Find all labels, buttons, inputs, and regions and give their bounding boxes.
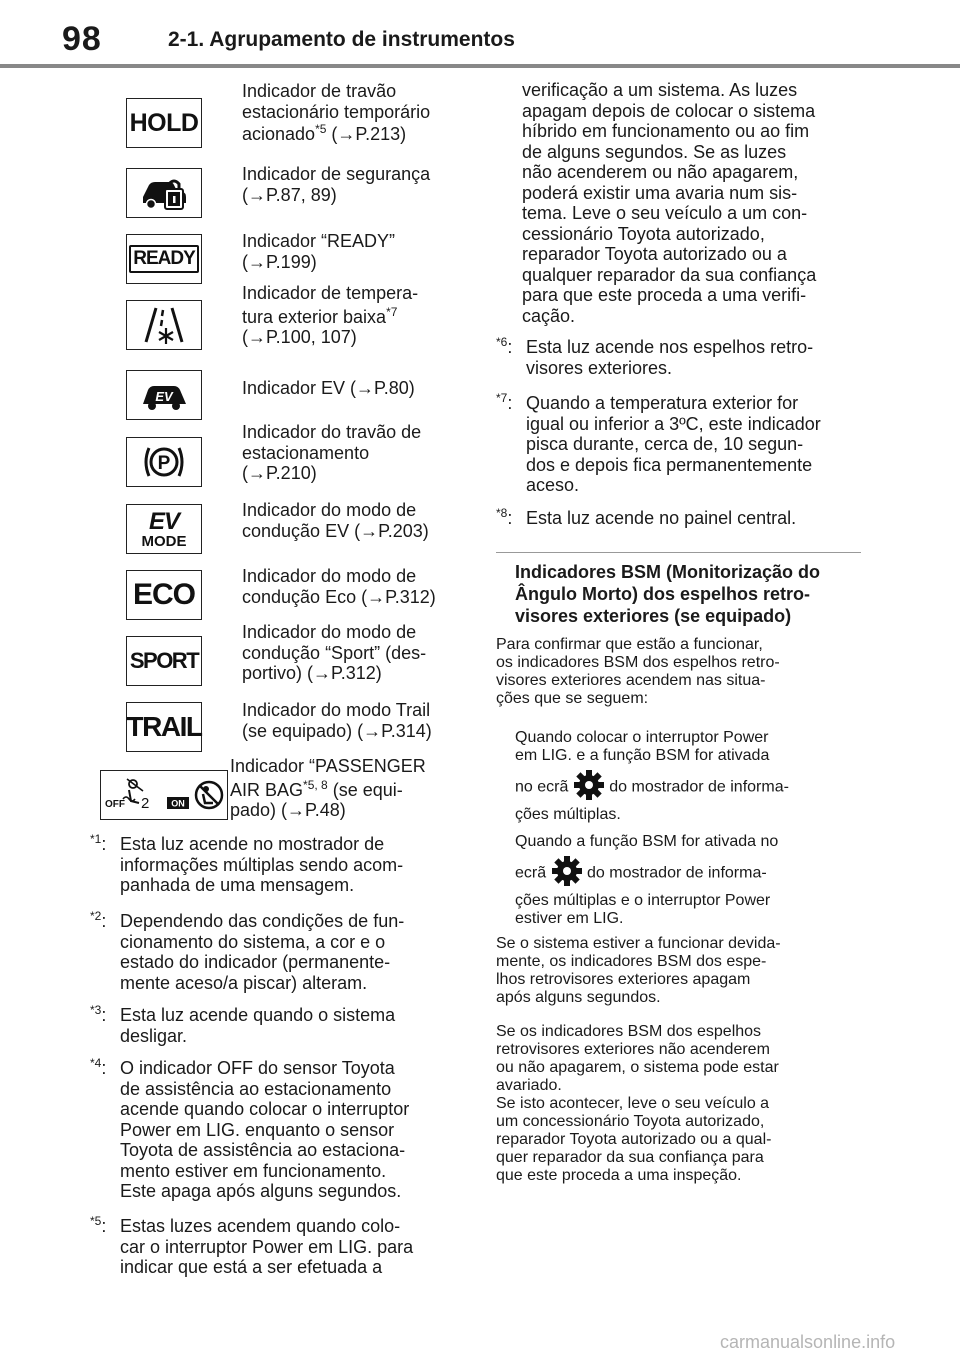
indicator-text: Indicador “READY” (→P.199): [242, 231, 396, 272]
footnote-8: $^{*8}$: Esta luz acende no painel central.: [496, 506, 797, 528]
bsm-condition-2: Quando a função BSM for ativada no ecrã do mostrador de informa- ções múltiplas e o interruptor Power estiver em LIG.: [515, 833, 779, 927]
trail-icon: TRAIL: [126, 702, 202, 752]
ev-icon: [126, 370, 202, 420]
page-header: [0, 0, 960, 64]
ready-icon: READY: [126, 234, 202, 284]
passenger-airbag-icon: [100, 770, 228, 820]
section-divider: [496, 552, 861, 553]
indicator-text: Indicador do modo de condução EV (→P.203): [242, 500, 429, 541]
indicator-text: Indicador de travão estacionário temporário acionado$^{*5}$ (→P.213): [242, 81, 431, 144]
watermark-text: carmanualsonline.info: [720, 1332, 896, 1352]
footnote-6: $^{*6}$: Esta luz acende nos espelhos retro- visores exteriores.: [496, 335, 814, 378]
footnote-5-continuation: verificação a um sistema. As luzes apagam depois de colocar o sistema híbrido em funcionamento ou ao fim de alguns segundos. Se as luzes não acenderem ou não apagarem, poderá existir uma avaria num sis- tema. Leve o seu veículo a um con- cessionário Toyota autorizado, reparador Toyota autorizado ou a qualquer reparador da sua confiança para que este proceda a uma verifi- cação.: [522, 80, 817, 326]
indicator-text: Indicador de tempera- tura exterior baixa$^{*7}$ (→P.100, 107): [242, 283, 419, 347]
header-divider: [0, 64, 960, 68]
low-temp-icon: [126, 300, 202, 350]
indicator-text: Indicador EV (→P.80): [242, 378, 415, 398]
ev-mode-icon: EV MODE: [126, 504, 202, 554]
bsm-paragraph-2: Se os indicadores BSM dos espelhos retrovisores exteriores não acenderem ou não apagarem, o sistema pode estar avariado. Se isto acontecer, leve o seu veículo a um concessionário Toyota autorizado, reparador Toyota autorizado ou a qual- quer reparador da sua confiança para que este proceda a uma inspeção.: [496, 1023, 779, 1184]
footnote-2: $^{*2}$: Dependendo das condições de fun- cionamento do sistema, a cor e o estado do indicador (permanente- mente aceso/a piscar) alteram.: [90, 909, 405, 993]
section-title: 2-1. Agrupamento de instrumentos: [168, 28, 515, 51]
gear-icon: [573, 769, 605, 806]
footnote-7: $^{*7}$: Quando a temperatura exterior for igual ou inferior a 3ºC, este indicador pisca durante, cerca de, 10 segun- dos e depois fica permanentemente aceso.: [496, 391, 821, 495]
indicator-text: Indicador do travão de estacionamento (→P.210): [242, 422, 422, 483]
indicator-text: Indicador do modo de condução “Sport” (des- portivo) (→P.312): [242, 622, 427, 683]
gear-icon: [551, 855, 583, 892]
footnote-1: $^{*1}$: Esta luz acende no mostrador de informações múltiplas sendo acom- panhada de uma mensagem.: [90, 832, 404, 895]
eco-icon: ECO: [126, 570, 202, 620]
hold-icon: HOLD: [126, 98, 202, 148]
page-number: 98: [62, 20, 102, 58]
svg-text:EV: EV: [155, 389, 173, 404]
indicator-text: Indicador “PASSENGER AIR BAG$^{*5, 8}$ (se equi- pado) (→P.48): [230, 756, 426, 820]
svg-text:OFF: OFF: [105, 799, 125, 810]
parking-brake-icon: [126, 437, 202, 487]
footnote-5: $^{*5}$: Estas luzes acendem quando colo- car o interruptor Power em LIG. para indicar que está a ser efetuada a: [90, 1214, 414, 1277]
svg-text:P: P: [157, 453, 171, 474]
indicator-text: Indicador do modo de condução Eco (→P.312): [242, 566, 436, 607]
footnote-4: $^{*4}$: O indicador OFF do sensor Toyota de assistência ao estacionamento acende quando colocar o interruptor Power em LIG. enquanto o sensor Toyota de assistência ao estaciona- mento estiver em funcionamento. Este apaga após alguns segundos.: [90, 1056, 410, 1201]
footnote-3: $^{*3}$: Esta luz acende quando o sistema desligar.: [90, 1003, 396, 1046]
bsm-intro: Para confirmar que estão a funcionar, os indicadores BSM dos espelhos retro- visores exteriores acendem nas situa- ções que se seguem:: [496, 636, 780, 707]
bsm-paragraph-1: Se o sistema estiver a funcionar devida- mente, os indicadores BSM dos espe- lhos retrovisores exteriores apagam após alguns segundos.: [496, 935, 781, 1006]
bsm-heading: Indicadores BSM (Monitorização do Ângulo Morto) dos espelhos retro- visores exteriores (se equipado): [515, 562, 821, 626]
bsm-condition-1: Quando colocar o interruptor Power em LIG. e a função BSM for ativada no ecrã do mostrador de informa- ções múltiplas.: [515, 729, 789, 823]
indicator-text: Indicador do modo Trail (se equipado) (→P.314): [242, 700, 432, 741]
svg-text:ON: ON: [171, 798, 185, 809]
indicator-text: Indicador de segurança (→P.87, 89): [242, 164, 431, 205]
svg-text:2: 2: [141, 795, 150, 812]
sport-icon: SPORT: [126, 636, 202, 686]
security-icon: [126, 168, 202, 218]
